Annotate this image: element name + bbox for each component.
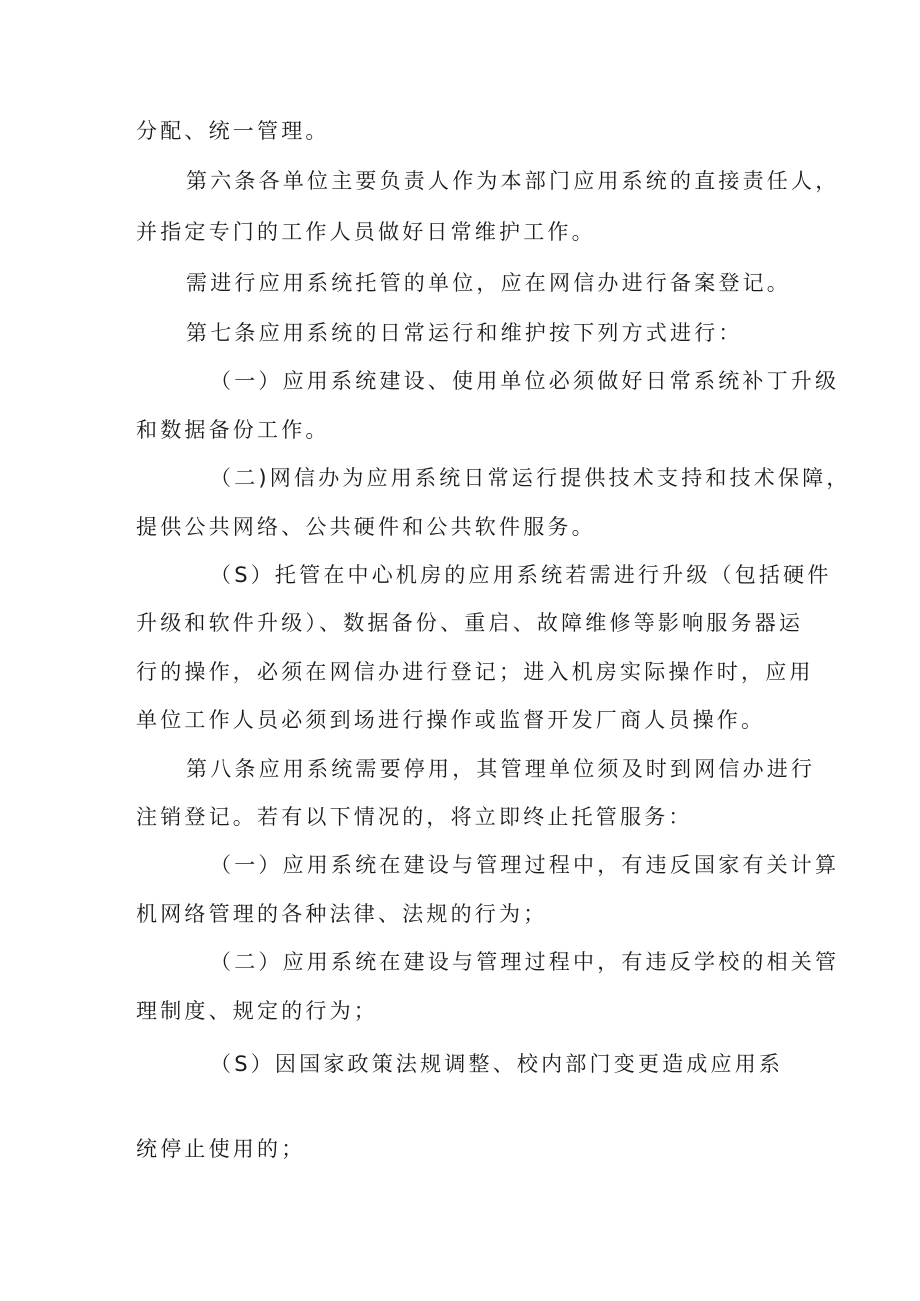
text-line: 和数据备份工作。 xyxy=(136,418,330,442)
list-item-line: （S）因国家政策法规调整、校内部门变更造成应用系 xyxy=(210,1052,784,1076)
list-item-line: （二)网信办为应用系统日常运行提供技术支持和技术保障， xyxy=(210,466,851,490)
list-item-line: （一）应用系统建设、使用单位必须做好日常系统补丁升级 xyxy=(210,369,840,393)
list-item-line: （二）应用系统在建设与管理过程中，有违反学校的相关管 xyxy=(210,950,840,974)
list-item-line: （S）托管在中心机房的应用系统若需进行升级（包括硬件 xyxy=(210,563,832,587)
article-8-line: 第八条应用系统需要停用，其管理单位须及时到网信办进行 xyxy=(186,757,816,781)
text-line: 单位工作人员必须到场进行操作或监督开发厂商人员操作。 xyxy=(136,708,766,732)
text-line: 分配、统一管理。 xyxy=(136,119,330,143)
text-line: 升级和软件升级）、数据备份、重启、故障维修等影响服务器运 xyxy=(136,611,804,635)
text-line: 统停止使用的； xyxy=(136,1137,306,1161)
text-line: 行的操作，必须在网信办进行登记；进入机房实际操作时，应用 xyxy=(136,660,814,684)
article-6-line: 第六条各单位主要负责人作为本部门应用系统的直接责任人， xyxy=(186,169,840,193)
text-line: 机网络管理的各种法律、法规的行为； xyxy=(136,902,548,926)
article-7-line: 第七条应用系统的日常运行和维护按下列方式进行： xyxy=(186,321,743,345)
text-line: 并指定专门的工作人员做好日常维护工作。 xyxy=(136,220,596,244)
list-item-line: （一）应用系统在建设与管理过程中，有违反国家有关计算 xyxy=(210,853,840,877)
text-line: 理制度、规定的行为； xyxy=(136,999,378,1023)
text-line: 注销登记。若有以下情况的，将立即终止托管服务： xyxy=(136,805,693,829)
text-line: 需进行应用系统托管的单位，应在网信办进行备案登记。 xyxy=(186,271,791,295)
text-line: 提供公共网络、公共硬件和公共软件服务。 xyxy=(136,515,596,539)
